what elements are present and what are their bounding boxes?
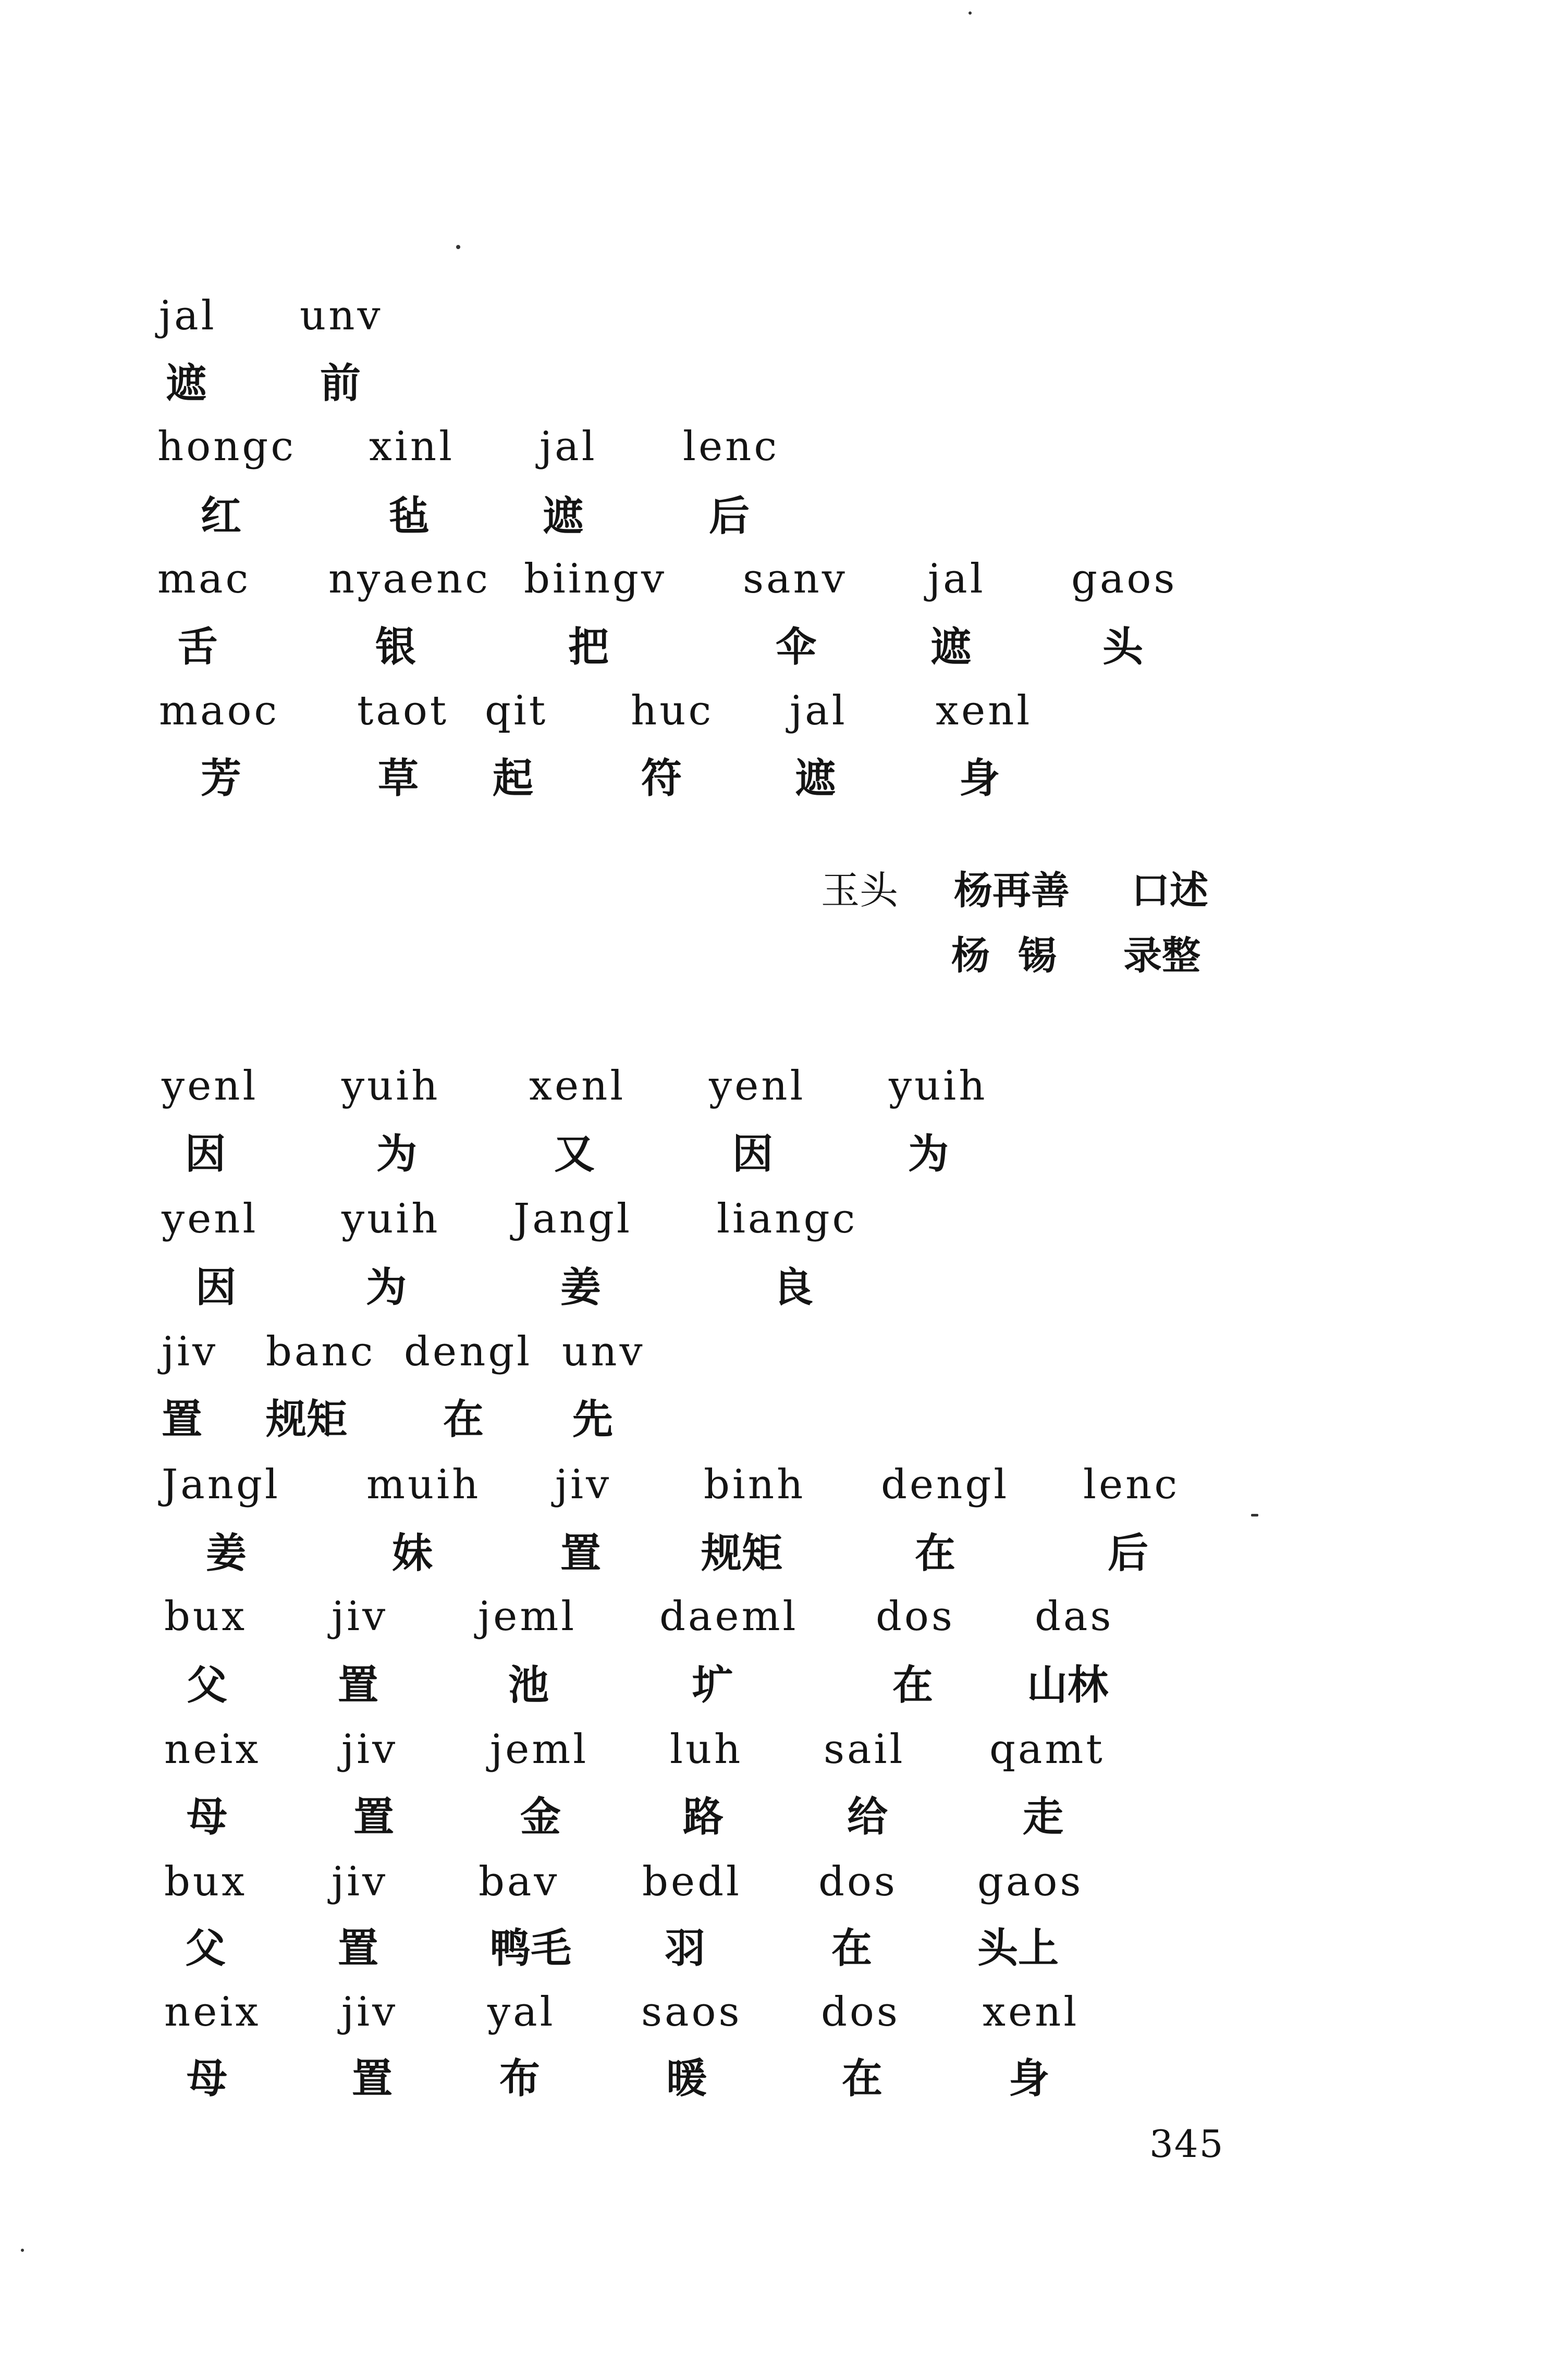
word: yenl (162, 1195, 259, 1242)
credit-place: 玉头 (821, 868, 898, 913)
poem2-line-15 (0, 1989, 1544, 2054)
word: 父 (185, 1925, 226, 1972)
word: 先 (572, 1396, 614, 1443)
word: yenl (709, 1063, 806, 1109)
word: 芳 (201, 755, 242, 802)
poem1-line-5 (0, 556, 1544, 621)
word: 姜 (206, 1530, 247, 1577)
word: 山林 (1027, 1662, 1109, 1709)
word: nyaenc (328, 556, 491, 602)
word: 伞 (776, 624, 817, 671)
poem1-line-8 (0, 755, 1544, 821)
poem2-line-11 (0, 1726, 1544, 1792)
word: lenc (683, 423, 780, 470)
word: 把 (568, 624, 609, 671)
word: 池 (508, 1662, 549, 1709)
word: 母 (187, 2055, 228, 2102)
word: 又 (554, 1131, 595, 1178)
word: 置 (338, 1662, 379, 1709)
word: 遮 (543, 493, 584, 540)
word: 后 (1108, 1530, 1149, 1577)
word: jeml (478, 1593, 577, 1640)
word: qit (485, 687, 548, 734)
word: 圹 (692, 1662, 733, 1709)
print-speck (21, 2249, 24, 2252)
word: gaos (1071, 556, 1178, 602)
poem2-line-12 (0, 1794, 1544, 1859)
poem2-line-6 (0, 1396, 1544, 1462)
poem2-line-8 (0, 1530, 1544, 1596)
print-speck (1251, 1514, 1258, 1516)
poem2-line-14 (0, 1925, 1544, 1991)
word: jiv (332, 1858, 388, 1905)
word: 在 (831, 1925, 873, 1972)
word: jiv (332, 1593, 388, 1640)
word: 因 (732, 1131, 774, 1178)
word: 规矩 (701, 1530, 783, 1577)
word: dengl (404, 1328, 533, 1375)
poem2-line-3 (0, 1195, 1544, 1261)
word: jiv (162, 1328, 218, 1375)
word: 规矩 (266, 1396, 348, 1443)
word: xenl (529, 1063, 626, 1109)
word: 为 (376, 1131, 418, 1178)
poem1-line-6 (0, 624, 1544, 689)
word: bav (479, 1858, 560, 1905)
poem2-line-5 (0, 1328, 1544, 1394)
poem1-line-3 (0, 423, 1544, 489)
word: bux (164, 1593, 248, 1640)
word: 遮 (795, 755, 836, 802)
poem1-line-1 (0, 292, 1544, 358)
word: 父 (187, 1662, 228, 1709)
word: 置 (353, 1794, 395, 1841)
word: xenl (983, 1989, 1080, 2036)
word: luh (670, 1726, 743, 1773)
poem2-line-2 (0, 1131, 1544, 1197)
word: dos (821, 1989, 900, 2036)
word: 身 (959, 755, 1000, 802)
poem2-line-7 (0, 1461, 1544, 1527)
word: 红 (201, 493, 242, 540)
word: 羽 (665, 1925, 706, 1972)
word: jal (790, 687, 848, 734)
word: lenc (1083, 1461, 1180, 1508)
word: 给 (847, 1794, 888, 1841)
poem2-line-13 (0, 1858, 1544, 1924)
word: 在 (443, 1396, 484, 1443)
word: jeml (490, 1726, 589, 1773)
credit-recorder: 杨 锡 (951, 933, 1064, 978)
word: 后 (709, 493, 750, 540)
credit-recorder-role: 录整 (1123, 933, 1200, 978)
word: yuih (341, 1195, 440, 1242)
word: yuih (889, 1063, 988, 1109)
word: liangc (717, 1195, 858, 1242)
word: 布 (499, 2055, 541, 2102)
word: 鸭毛 (490, 1925, 572, 1972)
word: daeml (659, 1593, 799, 1640)
credit-narrator: 杨再善 (954, 868, 1070, 913)
poem2-line-10 (0, 1662, 1544, 1728)
poem1-line-2 (0, 360, 1544, 426)
print-speck (969, 11, 972, 15)
word: jal (928, 556, 986, 602)
word: 妹 (392, 1530, 433, 1577)
word: neix (164, 1989, 261, 2036)
word: qamt (989, 1726, 1105, 1773)
word: 为 (908, 1131, 949, 1178)
word: maoc (159, 687, 280, 734)
word: muih (366, 1461, 481, 1508)
word: jiv (555, 1461, 612, 1508)
word: Jangl (513, 1195, 632, 1242)
word: 符 (641, 755, 682, 802)
word: 良 (773, 1264, 814, 1311)
word: binh (704, 1461, 806, 1508)
word: 为 (366, 1264, 407, 1311)
poem2-line-1 (0, 1063, 1544, 1128)
word: unv (300, 292, 383, 339)
word: 置 (560, 1530, 602, 1577)
word: xinl (369, 423, 455, 470)
word: 置 (338, 1925, 379, 1972)
word: 母 (187, 1794, 228, 1841)
word: mac (157, 556, 251, 602)
poem2-line-16 (0, 2055, 1544, 2121)
word: jal (540, 423, 597, 470)
word: bedl (642, 1858, 742, 1905)
word: saos (641, 1989, 742, 2036)
word: huc (631, 687, 714, 734)
word: 舌 (177, 624, 218, 671)
word: 走 (1023, 1794, 1064, 1841)
word: taot (357, 687, 449, 734)
word: 在 (842, 2055, 883, 2102)
word: 在 (915, 1530, 956, 1577)
word: biingv (524, 556, 667, 602)
word: 在 (892, 1662, 934, 1709)
word: 因 (195, 1264, 237, 1311)
credit-narrator-role: 口述 (1131, 868, 1208, 913)
word: jiv (341, 1989, 398, 2036)
word: dengl (881, 1461, 1010, 1508)
word: jiv (341, 1726, 398, 1773)
word: 遮 (166, 360, 207, 407)
word: 毡 (389, 493, 430, 540)
word: 草 (378, 755, 419, 802)
word: 前 (320, 360, 361, 407)
word: yenl (162, 1063, 259, 1109)
word: 身 (1009, 2055, 1050, 2102)
word: das (1035, 1593, 1114, 1640)
word: 置 (352, 2055, 393, 2102)
word: yuih (341, 1063, 440, 1109)
word: Jangl (162, 1461, 280, 1508)
word: 金 (520, 1794, 561, 1841)
poem1-line-7 (0, 687, 1544, 753)
word: dos (818, 1858, 898, 1905)
word: 银 (375, 624, 416, 671)
word: gaos (977, 1858, 1084, 1905)
word: sail (824, 1726, 905, 1773)
word: neix (164, 1726, 261, 1773)
word: 因 (185, 1131, 226, 1178)
word: 路 (683, 1794, 724, 1841)
word: jal (159, 292, 217, 339)
word: xenl (936, 687, 1033, 734)
word: hongc (157, 423, 297, 470)
word: 起 (493, 755, 534, 802)
word: unv (562, 1328, 645, 1375)
word: 遮 (930, 624, 972, 671)
word: 头 (1102, 624, 1144, 671)
word: sanv (743, 556, 848, 602)
word: bux (164, 1858, 248, 1905)
word: 暖 (666, 2055, 707, 2102)
poem1-line-4 (0, 493, 1544, 559)
word: 姜 (560, 1264, 602, 1311)
poem2-line-4 (0, 1264, 1544, 1330)
word: yal (487, 1989, 556, 2036)
print-speck (456, 245, 460, 249)
poem2-line-9 (0, 1593, 1544, 1659)
word: dos (876, 1593, 955, 1640)
word: 头上 (977, 1925, 1059, 1972)
word: 置 (162, 1396, 203, 1443)
page-number: 345 (1149, 2122, 1224, 2166)
word: banc (266, 1328, 376, 1375)
